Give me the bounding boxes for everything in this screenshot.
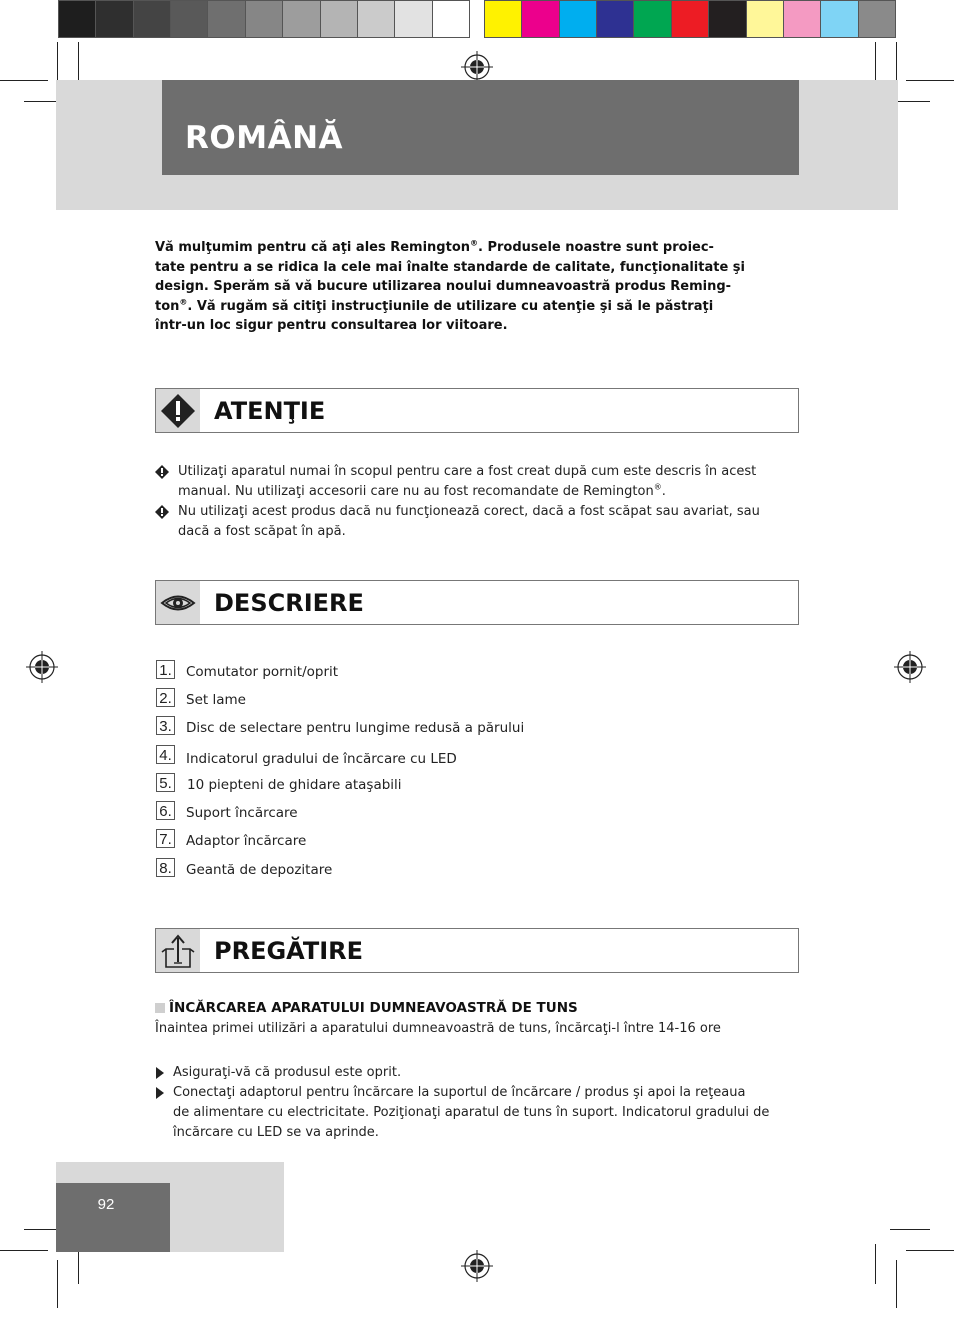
subsection-heading	[155, 1000, 578, 1016]
gray-swatch	[171, 1, 208, 37]
color-swatch	[597, 1, 634, 37]
color-swatch	[747, 1, 784, 37]
subsection-text: Înaintea primei utilizări a aparatului dumneavoastră de tuns, încărcaţi-l între 14-16 ore	[155, 1021, 721, 1036]
crop-mark	[0, 1250, 48, 1251]
gray-swatch	[433, 1, 469, 37]
item-number: 1.	[156, 660, 175, 679]
crop-mark	[896, 1260, 897, 1308]
gray-swatch	[283, 1, 320, 37]
crop-mark	[57, 1260, 58, 1308]
item-label: 10 piepteni de ghidare ataşabili	[187, 777, 402, 793]
section-title: DESCRIERE	[214, 589, 364, 617]
preparation-steps	[155, 1063, 785, 1143]
gray-swatch	[358, 1, 395, 37]
bullet-text: Utilizaţi aparatul numai în scopul pentru care a fost creat după cum este descris în acest	[178, 464, 757, 479]
item-label: Geantă de depozitare	[186, 862, 333, 878]
gray-swatch	[321, 1, 358, 37]
list-item	[155, 462, 795, 501]
section-icon-box	[156, 389, 200, 432]
section-title: PREGĂTIRE	[214, 937, 364, 965]
item-label: Suport încărcare	[186, 805, 298, 821]
crop-mark	[0, 80, 48, 81]
intro-paragraph	[155, 238, 785, 336]
gray-swatch	[59, 1, 96, 37]
arrow-bullet-icon	[156, 1067, 164, 1079]
color-swatch	[859, 1, 895, 37]
warning-bullet-icon	[155, 505, 169, 519]
color-swatch	[784, 1, 821, 37]
registration-mark-icon	[894, 651, 926, 683]
registered-mark: ®	[470, 238, 479, 248]
item-label: Disc de selectare pentru lungime redusă a părului	[186, 720, 525, 736]
section-attention-heading	[155, 388, 799, 433]
intro-text: într-un loc sigur pentru consultarea lor viitoare.	[155, 318, 508, 333]
intro-text: . Produsele noastre sunt proiec-	[478, 240, 714, 255]
item-number: 8.	[156, 858, 175, 877]
step-text: încărcare cu LED se va aprinde.	[173, 1125, 379, 1140]
bullet-text: .	[661, 483, 666, 499]
arrow-bullet-icon	[156, 1087, 164, 1099]
item-label: Set lame	[186, 692, 246, 708]
item-number: 4.	[156, 745, 175, 764]
color-calibration-bar	[484, 0, 896, 38]
bullet-text: Nu utilizaţi acest produs dacă nu funcţionează corect, dacă a fost scăpat sau avariat, sau	[178, 504, 760, 519]
page-title: ROMÂNĂ	[185, 120, 343, 156]
intro-text: design. Sperăm să vă bucure utilizarea noului dumneavoastră produs Reming-	[155, 279, 732, 294]
section-title: ATENŢIE	[214, 397, 326, 425]
item-label: Indicatorul gradului de încărcare cu LED	[186, 751, 457, 767]
gray-swatch	[96, 1, 133, 37]
item-number: 5.	[156, 773, 175, 792]
crop-mark	[890, 1229, 930, 1230]
step-text: Asiguraţi-vă că produsul este oprit.	[173, 1065, 402, 1080]
color-swatch	[522, 1, 559, 37]
section-description-heading	[155, 580, 799, 625]
step-text: Conectaţi adaptorul pentru încărcare la suportul de încărcare / produs şi apoi la reţeaua	[173, 1085, 746, 1100]
gray-swatch	[395, 1, 432, 37]
gray-swatch	[246, 1, 283, 37]
intro-text: ton	[155, 298, 180, 314]
box-upload-icon	[160, 932, 196, 970]
section-preparation-heading	[155, 928, 799, 973]
crop-mark	[906, 80, 954, 81]
list-item	[155, 502, 795, 541]
section-icon-box	[156, 929, 200, 972]
item-number: 6.	[156, 801, 175, 820]
registration-mark-icon	[461, 51, 493, 83]
registration-mark-icon	[461, 1250, 493, 1282]
color-swatch	[634, 1, 671, 37]
eye-icon	[159, 588, 197, 618]
footer-page-tab	[56, 1183, 170, 1252]
item-label: Adaptor încărcare	[186, 833, 307, 849]
color-swatch	[821, 1, 858, 37]
color-swatch	[560, 1, 597, 37]
item-number: 2.	[156, 688, 175, 707]
color-swatch	[485, 1, 522, 37]
page-number: 92	[97, 1196, 115, 1213]
bullet-text: dacă a fost scăpat în apă.	[178, 523, 346, 539]
gray-swatch	[134, 1, 171, 37]
crop-mark	[875, 1244, 876, 1284]
crop-mark	[906, 1250, 954, 1251]
list-item	[155, 1083, 785, 1143]
intro-text: . Vă rugăm să citiţi instrucţiunile de utilizare cu atenţie şi să le păstraţi	[187, 298, 714, 314]
subsection-title: ÎNCĂRCAREA APARATULUI DUMNEAVOASTRĂ DE TUNS	[169, 1000, 578, 1016]
intro-text: Vă mulţumim pentru că aţi ales Remington	[155, 240, 471, 255]
warning-bullet-icon	[155, 465, 169, 479]
intro-text: tate pentru a se ridica la cele mai înalte standarde de calitate, funcţionalitate şi	[155, 259, 746, 275]
attention-list	[155, 462, 795, 542]
list-item	[155, 1063, 785, 1083]
item-number: 3.	[156, 716, 175, 735]
bullet-text: manual. Nu utilizaţi accesorii care nu au fost recomandate de Remington	[178, 483, 654, 499]
registration-mark-icon	[26, 651, 58, 683]
section-icon-box	[156, 581, 200, 624]
color-swatch	[672, 1, 709, 37]
color-swatch	[709, 1, 746, 37]
exclamation-diamond-icon	[159, 392, 197, 430]
step-text: de alimentare cu electricitate. Poziţionaţi aparatul de tuns în suport. Indicatorul gradului de	[173, 1105, 770, 1120]
registered-mark: ®	[653, 482, 662, 492]
item-label: Comutator pornit/oprit	[186, 664, 339, 680]
item-number: 7.	[156, 829, 175, 848]
gray-calibration-bar	[58, 0, 470, 38]
gray-swatch	[208, 1, 245, 37]
square-bullet-icon	[155, 1003, 165, 1013]
registered-mark: ®	[179, 297, 188, 307]
